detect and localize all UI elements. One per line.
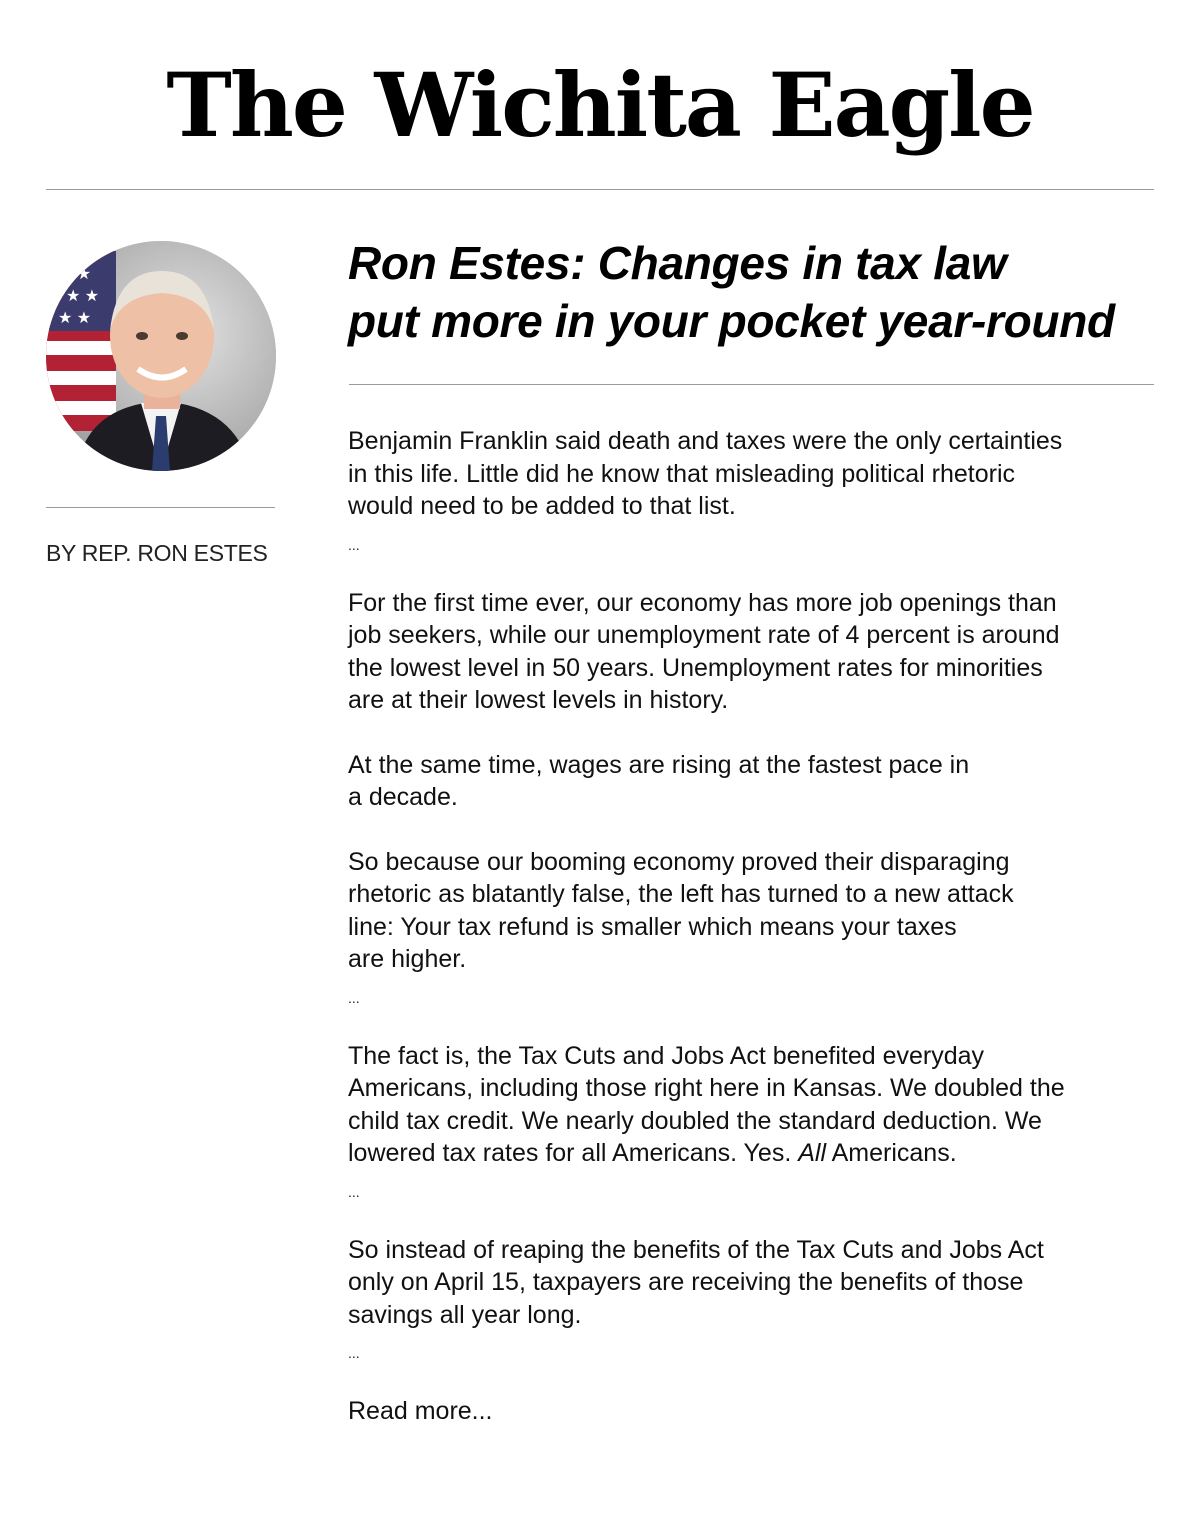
text-line: are higher. bbox=[348, 945, 467, 973]
paragraph bbox=[348, 846, 1160, 976]
text-line: a decade. bbox=[348, 783, 458, 811]
paragraph bbox=[348, 587, 1160, 717]
text-line: So instead of reaping the benefits of the Tax Cuts and Jobs Act bbox=[348, 1235, 1044, 1264]
text-line: So because our booming economy proved their disparaging bbox=[348, 847, 1010, 876]
article-headline bbox=[348, 234, 1178, 350]
read-more-link[interactable]: Read more... bbox=[348, 1397, 493, 1425]
ellipsis-separator: ... bbox=[348, 989, 360, 1006]
article-body bbox=[348, 425, 1160, 1427]
text-line: in this life. Little did he know that misleading political rhetoric bbox=[348, 459, 1016, 488]
paragraph bbox=[348, 1234, 1160, 1332]
paragraph bbox=[348, 425, 1160, 523]
text-line: For the first time ever, our economy has more job openings than bbox=[348, 588, 1057, 617]
text-line: only on April 15, taxpayers are receiving the benefits of those bbox=[348, 1268, 1024, 1296]
text-line bbox=[348, 1137, 1160, 1170]
text-line: are at their lowest levels in history. bbox=[348, 686, 729, 714]
svg-text:★ ★: ★ ★ bbox=[66, 288, 100, 305]
text-line: savings all year long. bbox=[348, 1300, 582, 1329]
author-byline: BY REP. RON ESTES bbox=[46, 540, 268, 566]
text-line: would need to be added to that list. bbox=[348, 492, 736, 520]
masthead-logo: The Wichita Eagle bbox=[166, 53, 1034, 157]
text-line: job seekers, while our unemployment rate of 4 percent is around bbox=[348, 621, 1060, 649]
headline-line: Ron Estes: Changes in tax law bbox=[348, 237, 1007, 289]
text-fragment: Americans. bbox=[826, 1139, 957, 1167]
ellipsis-separator: ... bbox=[348, 1345, 360, 1361]
author-portrait bbox=[46, 241, 276, 471]
svg-text:★ ★: ★ ★ bbox=[58, 266, 92, 283]
ellipsis-separator: ... bbox=[348, 536, 360, 553]
text-line: child tax credit. We nearly doubled the standard deduction. We bbox=[348, 1106, 1042, 1135]
emphasis-text: All bbox=[798, 1139, 827, 1167]
paragraph bbox=[348, 749, 1160, 814]
headline-divider bbox=[349, 384, 1154, 385]
paragraph bbox=[348, 1040, 1160, 1170]
text-line: The fact is, the Tax Cuts and Jobs Act benefited everyday bbox=[348, 1041, 985, 1070]
text-line: rhetoric as blatantly false, the left has turned to a new attack bbox=[348, 880, 1014, 908]
text-line: line: Your tax refund is smaller which means your taxes bbox=[348, 912, 957, 941]
headline-line: put more in your pocket year-round bbox=[348, 295, 1115, 347]
ellipsis-separator: ... bbox=[348, 1183, 360, 1200]
masthead-divider bbox=[46, 189, 1154, 190]
text-line: Benjamin Franklin said death and taxes were the only certainties bbox=[348, 427, 1063, 455]
text-line: the lowest level in 50 years. Unemployment rates for minorities bbox=[348, 653, 1043, 682]
sidebar-divider bbox=[46, 507, 275, 508]
masthead bbox=[0, 40, 1200, 170]
svg-text:★ ★: ★ ★ bbox=[58, 310, 92, 327]
text-line: Americans, including those right here in Kansas. We doubled the bbox=[348, 1074, 1065, 1102]
text-fragment: lowered tax rates for all Americans. Yes. bbox=[348, 1139, 799, 1167]
text-line: At the same time, wages are rising at the fastest pace in bbox=[348, 750, 970, 779]
